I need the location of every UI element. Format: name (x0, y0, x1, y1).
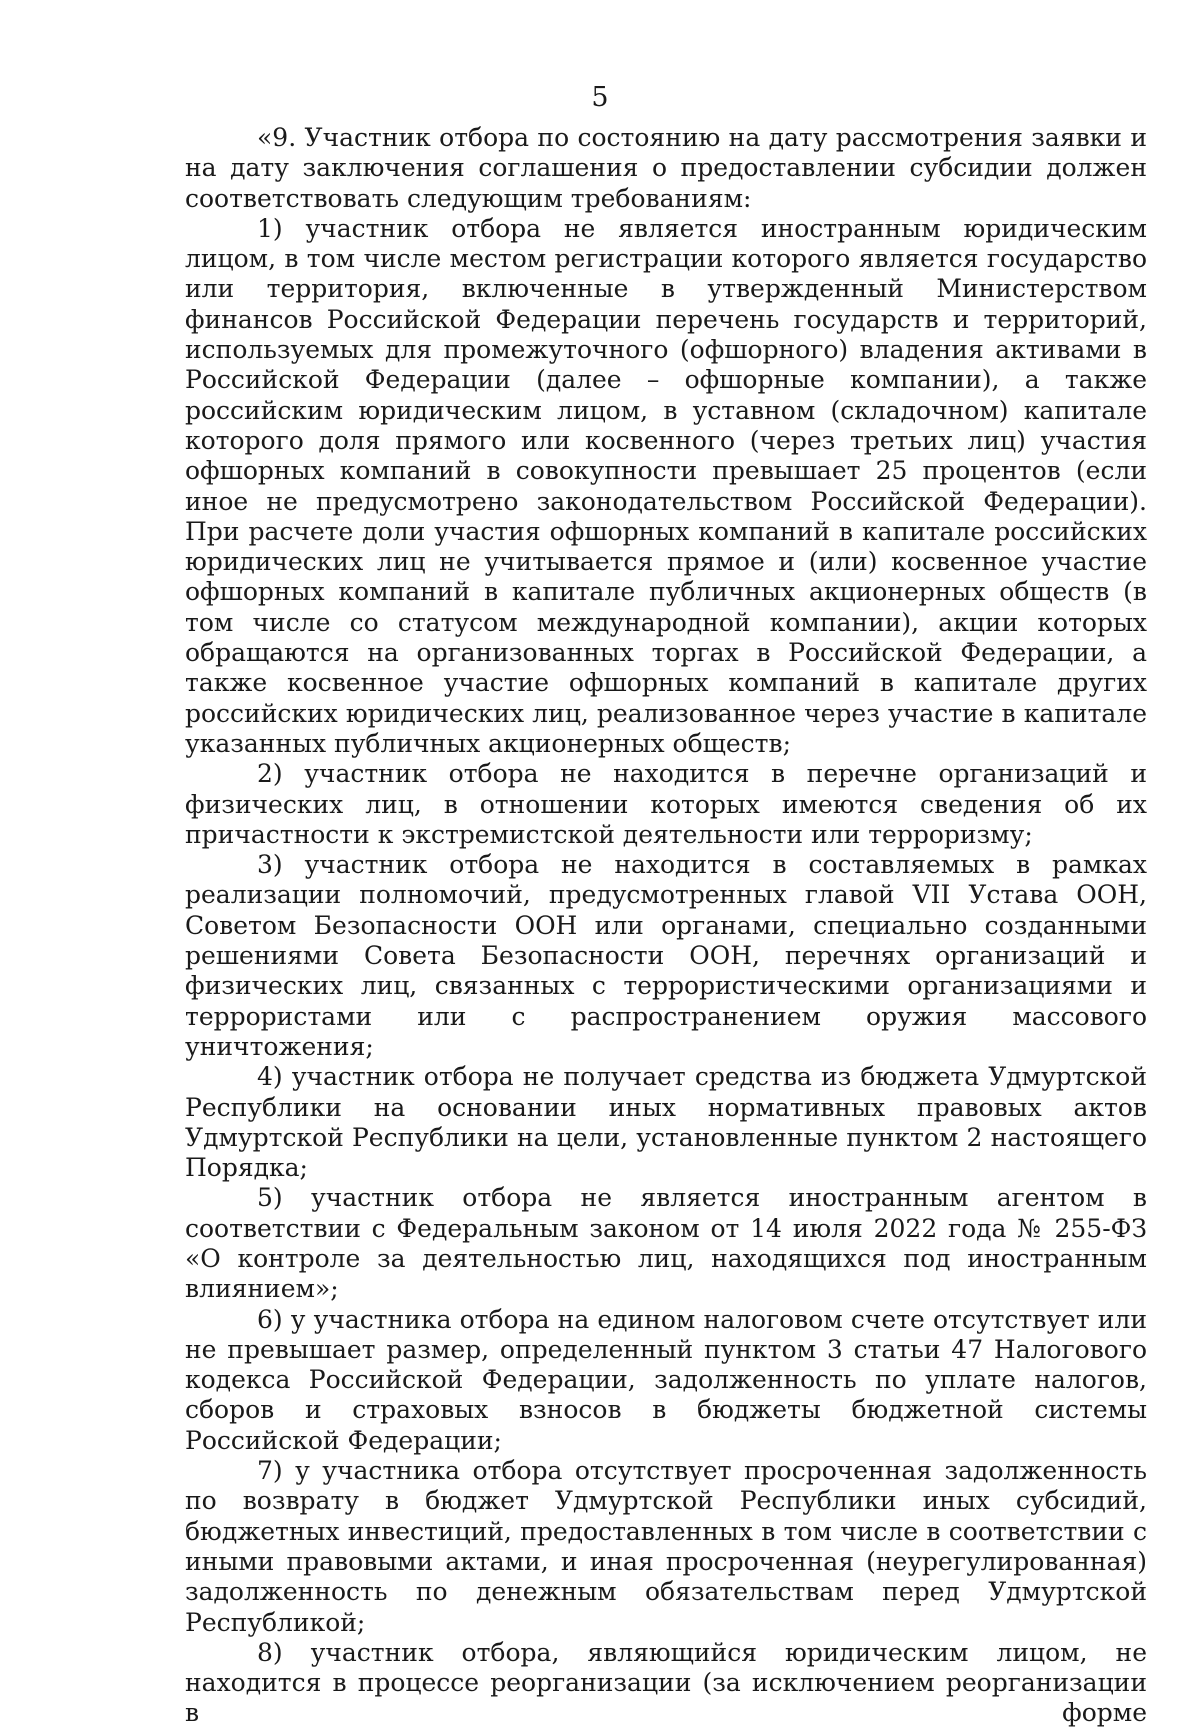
document-body (185, 123, 1147, 1729)
paragraph-9-intro: «9. Участник отбора по состоянию на дату рассмотрения заявки и на дату заключения соглашения о предоставлении субсидии должен соответствовать следующим требованиям: (185, 123, 1147, 213)
paragraph-item-7: 7) у участника отбора отсутствует просроченная задолженность по возврату в бюджет Удмуртской Республики иных субсидий, бюджетных инвестиций, предоставленных в том числе в соответствии с иными правовыми актами, и иная просроченная (неурегулированная) задолженность по денежным обязательствам перед Удмуртской Республикой; (185, 1456, 1147, 1637)
paragraph-item-5: 5) участник отбора не является иностранным агентом в соответствии с Федеральным законом от 14 июля 2022 года № 255-ФЗ «О контроле за деятельностью лиц, находящихся под иностранным влиянием»; (185, 1183, 1147, 1304)
page-number: 5 (591, 82, 609, 113)
paragraph-item-2: 2) участник отбора не находится в перечне организаций и физических лиц, в отношении которых имеются сведения об их причастности к экстремистской деятельности или терроризму; (185, 759, 1147, 849)
paragraph-item-3: 3) участник отбора не находится в составляемых в рамках реализации полномочий, предусмотренных главой VII Устава ООН, Советом Безопасности ООН или органами, специально созданными решениями Совета Безопасности ООН, перечнях организаций и физических лиц, связанных с террористическими организациями и террористами или с распространением оружия массового уничтожения; (185, 850, 1147, 1061)
paragraph-item-6: 6) у участника отбора на едином налоговом счете отсутствует или не превышает размер, определенный пунктом 3 статьи 47 Налогового кодекса Российской Федерации, задолженность по уплате налогов, сборов и страховых взносов в бюджеты бюджетной системы Российской Федерации; (185, 1304, 1147, 1455)
paragraph-item-4: 4) участник отбора не получает средства из бюджета Удмуртской Республики на основании иных нормативных правовых актов Удмуртской Республики на цели, установленные пунктом 2 настоящего Порядка; (185, 1062, 1147, 1183)
paragraph-item-1: 1) участник отбора не является иностранным юридическим лицом, в том числе местом регистрации которого является государство или территория, включенные в утвержденный Министерством финансов Российской Федерации перечень государств и территорий, используемых для промежуточного (офшорного) владения активами в Российской Федерации (далее – офшорные компании), а также российским юридическим лицом, в уставном (складочном) капитале которого доля прямого или косвенного (через третьих лиц) участия офшорных компаний в совокупности превышает 25 процентов (если иное не предусмотрено законодательством Российской Федерации). При расчете доли участия офшорных компаний в капитале российских юридических лиц не учитывается прямое и (или) косвенное участие офшорных компаний в капитале публичных акционерных обществ (в том числе со статусом международной компании), акции которых обращаются на организованных торгах в Российской Федерации, а также косвенное участие офшорных компаний в капитале других российских юридических лиц, реализованное через участие в капитале указанных публичных акционерных обществ; (185, 213, 1147, 758)
paragraph-item-8: 8) участник отбора, являющийся юридическим лицом, не находится в процессе реорганизации (за исключением реорганизации в форме (185, 1637, 1147, 1728)
